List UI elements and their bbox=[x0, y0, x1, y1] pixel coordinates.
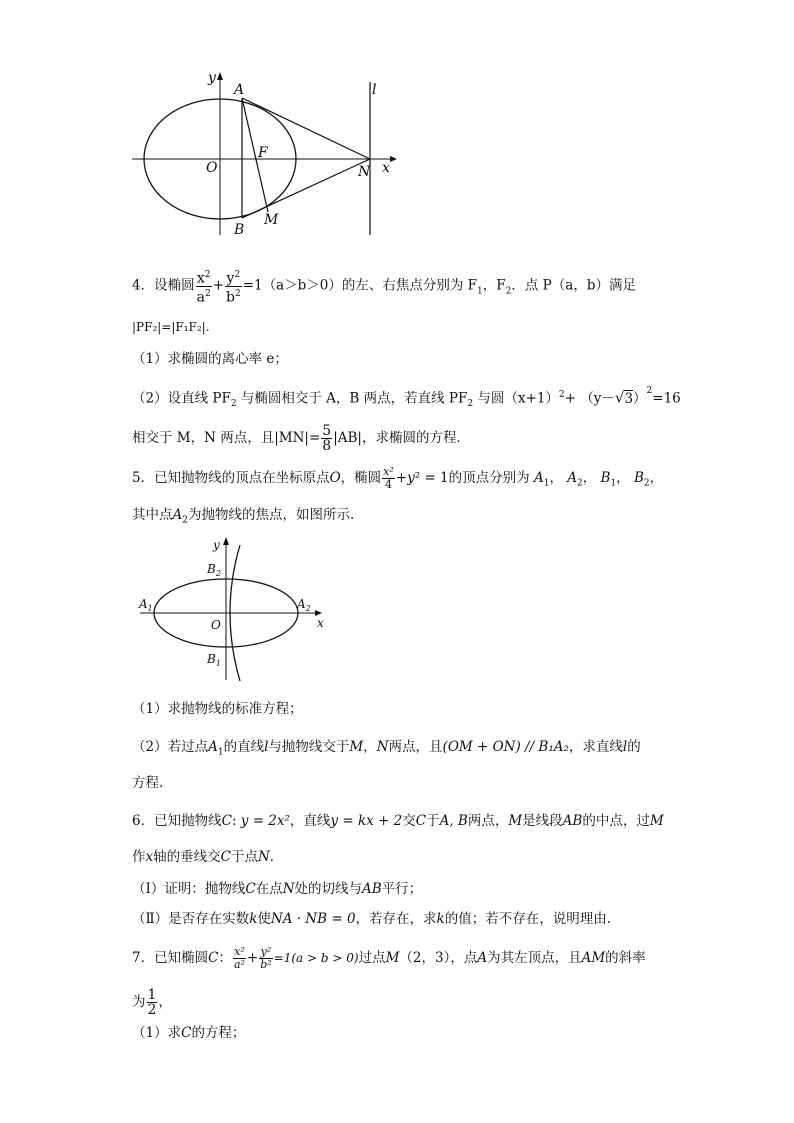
q6-line1: 6．已知抛物线C: y = 2x²，直线y = kx + 2交C于A, B两点，M是线段AB的中点，过M bbox=[132, 813, 664, 829]
q5-part2: （2）若过点$A_1$的直线l与抛物线交于M，N两点，且(OM + ON) // B₁A₂，求直线l的 bbox=[132, 739, 641, 758]
label-m: M bbox=[264, 212, 279, 228]
q4-line1: 4．设椭圆 $\frac{x^2}{a^2}$ + $\frac{y^2}{b^2}$ =1（a＞b＞0）的左、右焦点分别为 $F_1$，$F_2$．点 P（a，b）满足 bbox=[132, 270, 636, 306]
q4-number: 4．设椭圆 bbox=[132, 277, 195, 294]
q7-part1: （1）求C的方程； bbox=[132, 1025, 246, 1041]
y-axis-arrow bbox=[223, 537, 229, 545]
label-o: O bbox=[206, 160, 218, 176]
q5-line1: 5．已知抛物线的顶点在坐标原点O，椭圆 $\frac{\text{x²}}{4}$ +y² = 1的顶点分别为 $A_1$， $A_2$， $B_1$， $B_2$， bbox=[132, 465, 664, 491]
q4-line2: |PF₂|=|F₁F₂|. bbox=[132, 320, 210, 334]
label-x: x bbox=[317, 616, 324, 630]
label-y: y bbox=[213, 538, 220, 552]
q7-line2: 为 $\frac{1}{2}$ ， bbox=[132, 987, 172, 1018]
q5-line2: 其中点$A_2$为抛物线的焦点，如图所示. bbox=[132, 507, 355, 526]
q4-part2: （2）设直线 $PF_2$ 与椭圆相交于 A，B 两点，若直线 $PF_2$ 与圆$(x+1)^2+ (y-√3)^2=16$ bbox=[132, 386, 681, 410]
label-l: l bbox=[372, 82, 377, 98]
q5-part1: （1）求抛物线的标准方程； bbox=[132, 701, 303, 717]
q6-part1: （Ⅰ）证明：抛物线C在点N处的切线与AB平行； bbox=[132, 881, 423, 897]
q7-fraction-y: $\frac{\text{y²}}{\text{b²}}$ bbox=[260, 945, 272, 971]
q5-vector-expr: (OM + ON) // B₁A₂ bbox=[442, 739, 569, 755]
figure-ellipse-parabola bbox=[135, 535, 345, 685]
q4-line4: 相交于 M，N 两点，且|MN|= $\frac{5}{8}$ |AB|，求椭圆的方程． bbox=[132, 423, 470, 454]
label-b: B bbox=[234, 222, 245, 238]
label-b1: $B_1$ bbox=[207, 652, 221, 668]
label-a1: $A_1$ bbox=[139, 597, 153, 613]
label-y: y bbox=[208, 70, 216, 86]
q6-vector-expr: NA · NB = 0 bbox=[270, 911, 356, 927]
label-a2: $A_2$ bbox=[297, 597, 311, 613]
q5-part2-cont: 方程. bbox=[132, 775, 164, 791]
q5-fraction: $\frac{\text{x²}}{4}$ bbox=[383, 465, 394, 491]
y-axis-arrow bbox=[217, 72, 223, 80]
q4-fraction-y: $\frac{y^2}{b^2}$ bbox=[226, 270, 241, 306]
tangent-bn bbox=[242, 159, 370, 218]
label-o: O bbox=[211, 618, 221, 632]
label-a: A bbox=[234, 82, 245, 98]
x-axis-arrow bbox=[390, 156, 397, 162]
q6-part2: （Ⅱ）是否存在实数k使NA · NB = 0，若存在，求k的值；若不存在，说明理由. bbox=[132, 911, 612, 927]
label-f: F bbox=[258, 145, 268, 161]
q6-line2: 作x轴的垂线交C于点N． bbox=[132, 849, 284, 865]
q4-part1: （1）求椭圆的离心率 e； bbox=[132, 351, 288, 367]
q7-fraction-x: $\frac{\text{x²}}{\text{a²}}$ bbox=[233, 945, 245, 971]
q7-fraction-half: $\frac{1}{2}$ bbox=[147, 987, 157, 1018]
q4-fraction-5-8: $\frac{5}{8}$ bbox=[322, 423, 332, 454]
q7-line1: 7．已知椭圆C： $\frac{\text{x²}}{\text{a²}}$ + $\frac{\text{y²}}{\text{b²}}$ =1(a > b > 0)过点M（2，3），点A为其左顶点，且AM的斜率 bbox=[132, 945, 646, 971]
label-x: x bbox=[382, 160, 390, 176]
label-b2: $B_2$ bbox=[207, 562, 221, 578]
figure-ellipse-tangent bbox=[120, 60, 420, 245]
q4-fraction-x: $\frac{x^2}{a^2}$ bbox=[196, 270, 211, 306]
sqrt-icon: √ bbox=[614, 388, 625, 407]
label-n: N bbox=[358, 164, 371, 180]
